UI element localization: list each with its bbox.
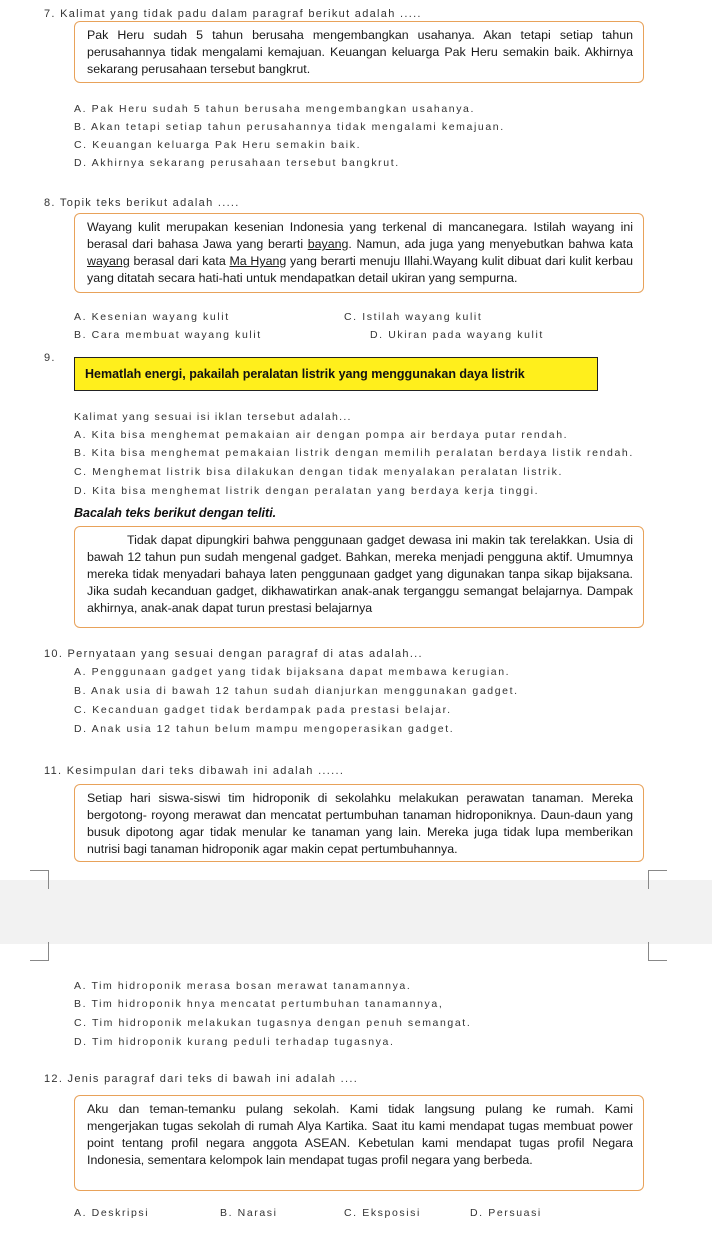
question-11-option-b[interactable]: B. Tim hidroponik hnya mencatat pertumbuhan tanamannya, xyxy=(74,998,444,1010)
question-12-passage xyxy=(74,1095,644,1191)
crop-mark xyxy=(648,942,667,961)
question-8-option-a[interactable]: A. Kesenian wayang kulit xyxy=(74,311,230,323)
question-11-passage xyxy=(74,784,644,862)
question-7-stem: 7. Kalimat yang tidak padu dalam paragraf berikut adalah ..... xyxy=(44,8,422,20)
question-9-option-a[interactable]: A. Kita bisa menghemat pemakaian air dengan pompa air berdaya putar rendah. xyxy=(74,429,569,441)
underlined-word-bayang: bayang xyxy=(307,237,349,251)
question-11-option-c[interactable]: C. Tim hidroponik melakukan tugasnya dengan penuh semangat. xyxy=(74,1017,472,1029)
underlined-word-ma-hyang: Ma Hyang xyxy=(229,254,287,268)
question-10-option-a[interactable]: A. Penggunaan gadget yang tidak bijaksana dapat membawa kerugian. xyxy=(74,666,511,678)
question-8-passage-text xyxy=(87,219,633,287)
question-9-stem: Kalimat yang sesuai isi iklan tersebut adalah... xyxy=(74,411,352,423)
question-7-option-b[interactable]: B. Akan tetapi setiap tahun perusahannya tidak mengalami kemajuan. xyxy=(74,121,505,133)
question-8-option-d[interactable]: D. Ukiran pada wayang kulit xyxy=(370,329,544,341)
question-8-option-c[interactable]: C. Istilah wayang kulit xyxy=(344,311,483,323)
crop-mark xyxy=(30,942,49,961)
page-break-gap xyxy=(0,880,712,944)
question-12-stem: 12. Jenis paragraf dari teks di bawah ini adalah .... xyxy=(44,1073,359,1085)
question-9-number: 9. xyxy=(44,352,56,364)
energy-ad-banner: Hematlah energi, pakailah peralatan listrik yang menggunakan daya listrik xyxy=(74,357,598,391)
gadget-passage xyxy=(74,526,644,628)
passage-segment: yang berarti menuju Illahi.Wayang kulit dibuat dari kulit kerbau yang ditatah secara hati-hati untuk mendapatkan detail ukiran yang sempurna. xyxy=(87,254,633,285)
question-8-stem: 8. Topik teks berikut adalah ..... xyxy=(44,197,240,209)
question-9-option-b[interactable]: B. Kita bisa menghemat pemakaian listrik dengan memilih peralatan berdaya listik rendah. xyxy=(74,447,634,459)
question-9-option-c[interactable]: C. Menghemat listrik bisa dilakukan dengan tidak menyalakan peralatan listrik. xyxy=(74,466,563,478)
question-12-option-c[interactable]: C. Eksposisi xyxy=(344,1207,421,1219)
crop-mark xyxy=(30,870,49,889)
question-12-option-a[interactable]: A. Deskripsi xyxy=(74,1207,150,1219)
underlined-word-wayang: wayang xyxy=(87,254,130,268)
passage-segment: Wayang kulit merupakan kesenian Indonesia yang terkenal di mancanegara. Istilah wayang ini berasal dari bahasa Jawa yang berarti xyxy=(87,220,633,251)
question-12-option-d[interactable]: D. Persuasi xyxy=(470,1207,542,1219)
passage-segment: berasal dari kata xyxy=(129,254,230,268)
question-7-passage-text: Pak Heru sudah 5 tahun berusaha mengembangkan usahanya. Akan tetapi setiap tahun perusahannya tidak mengalami kemajuan. Keuangan keluarga Pak Heru semakin baik. Akhirnya sekarang perusahaan tersebut bangkrut. xyxy=(87,28,633,76)
question-11-option-a[interactable]: A. Tim hidroponik merasa bosan merawat tanamannya. xyxy=(74,980,412,992)
reading-instruction: Bacalah teks berikut dengan teliti. xyxy=(74,506,277,520)
question-10-option-b[interactable]: B. Anak usia di bawah 12 tahun sudah dianjurkan menggunakan gadget. xyxy=(74,685,519,697)
question-10-option-c[interactable]: C. Kecanduan gadget tidak berdampak pada prestasi belajar. xyxy=(74,704,452,716)
question-8-option-b[interactable]: B. Cara membuat wayang kulit xyxy=(74,329,262,341)
question-10-option-d[interactable]: D. Anak usia 12 tahun belum mampu mengoperasikan gadget. xyxy=(74,723,455,735)
question-8-passage xyxy=(74,213,644,293)
question-12-option-b[interactable]: B. Narasi xyxy=(220,1207,278,1219)
gadget-passage-text: Tidak dapat dipungkiri bahwa penggunaan gadget dewasa ini makin tak terelakkan. Usia di bawah 12 tahun pun sudah mengenal gadget. Bahkan, mereka menjadi pengguna aktif. Umumnya mereka tidak menyadari bahaya laten penggunaan gadget yang digunakan tanpa sikap bijaksana. Jika sudah kecanduan gadget, dikhawatirkan anak-anak terganggu semangat belajarnya. Dampak akhirnya, anak-anak dapat turun prestasi belajarnya xyxy=(87,533,633,615)
question-12-passage-text: Aku dan teman-temanku pulang sekolah. Kami tidak langsung pulang ke rumah. Kami mengerjakan tugas sekolah di rumah Alya Kartika. Saat itu kami mendapat tugas membuat power point tentang profil negara anggota ASEAN. Kebetulan kami mendapat tugas profil Negara Indonesia, sementara kelompok lain mendapat tugas profil negara yang berbeda. xyxy=(87,1102,633,1167)
question-11-stem: 11. Kesimpulan dari teks dibawah ini adalah ...... xyxy=(44,765,345,777)
question-11-option-d[interactable]: D. Tim hidroponik kurang peduli terhadap tugasnya. xyxy=(74,1036,395,1048)
question-10-stem: 10. Pernyataan yang sesuai dengan paragraf di atas adalah... xyxy=(44,648,423,660)
question-11-passage-text: Setiap hari siswa-siswi tim hidroponik di sekolahku melakukan perawatan tanaman. Mereka bergotong- royong merawat dan mencatat pertumbuhan tanaman hidroponiknya. Daun-daun yang busuk dipotong agar tidak menular ke tanaman yang lain. Mereka juga tidak lupa memberikan nutrisi bagi tanaman hidroponik agar makin cepat pertumbuhannya. xyxy=(87,791,633,856)
question-9-option-d[interactable]: D. Kita bisa menghemat listrik dengan peralatan yang berdaya kerja tinggi. xyxy=(74,485,540,497)
crop-mark xyxy=(648,870,667,889)
passage-segment: . Namun, ada juga yang menyebutkan bahwa kata xyxy=(348,237,633,251)
question-7-option-d[interactable]: D. Akhirnya sekarang perusahaan tersebut bangkrut. xyxy=(74,157,400,169)
question-7-passage xyxy=(74,21,644,83)
question-7-option-c[interactable]: C. Keuangan keluarga Pak Heru semakin baik. xyxy=(74,139,362,151)
question-7-option-a[interactable]: A. Pak Heru sudah 5 tahun berusaha mengembangkan usahanya. xyxy=(74,103,476,115)
